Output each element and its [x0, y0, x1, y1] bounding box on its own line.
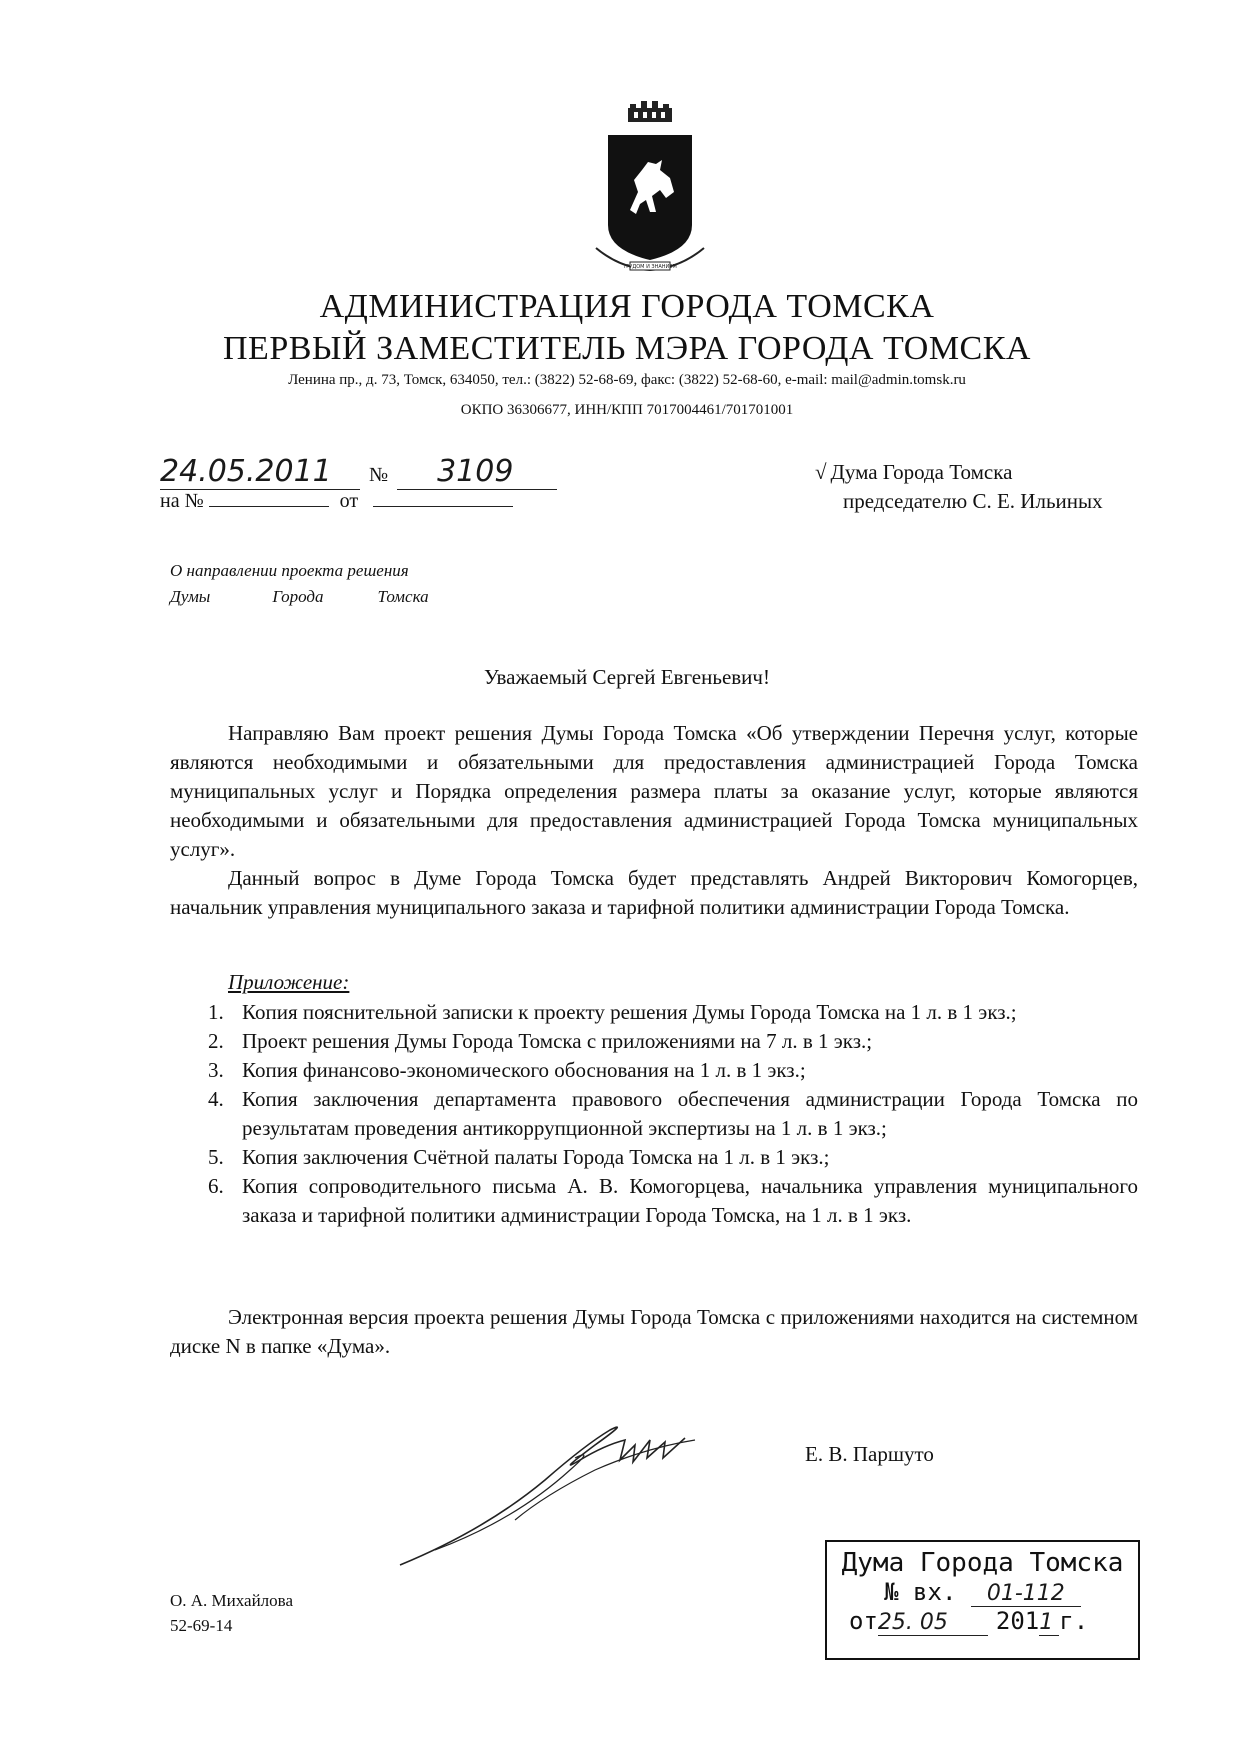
- attachment-item: 2. Проект решения Думы Города Томска с приложениями на 7 л. в 1 экз.;: [208, 1029, 873, 1053]
- attachment-item: 4. Копия заключения департамента правового обеспечения администрации Города Томска по результатам проведения антикоррупционной экспертизы на 1 л. в 1 экз.;: [208, 1087, 1138, 1140]
- attachment-item: 5. Копия заключения Счётной палаты Города Томска на 1 л. в 1 экз.;: [208, 1145, 830, 1169]
- stamp-num-label: № вх.: [884, 1578, 957, 1606]
- codes-line: ОКПО 36306677, ИНН/КПП 7017004461/701701001: [460, 402, 794, 418]
- handwritten-signature: [395, 1400, 775, 1570]
- date-handwritten: 24.05.2011: [160, 455, 360, 490]
- position-title: ПЕРВЫЙ ЗАМЕСТИТЕЛЬ МЭРА ГОРОДА ТОМСКА: [223, 330, 1031, 367]
- executor-name: О. А. Михайлова: [170, 1591, 294, 1610]
- organization-title: АДМИНИСТРАЦИЯ ГОРОДА ТОМСКА: [319, 288, 935, 325]
- closing-paragraph: Электронная версия проекта решения Думы Города Томска с приложениями находится на системном диске N в папке «Дума».: [170, 1305, 1138, 1358]
- addressee-line1: Дума Города Томска: [830, 460, 1013, 484]
- executor: [170, 1588, 293, 1638]
- in-reply-blank: [209, 490, 329, 507]
- subject-line1: О направлении проекта решения: [170, 561, 409, 580]
- subject-word-1: Думы: [170, 587, 211, 606]
- from-blank: [373, 490, 513, 507]
- check-mark-icon: √: [815, 460, 827, 484]
- subject-word-3: Томска: [377, 587, 429, 606]
- stamp-date-label: от: [849, 1607, 878, 1635]
- body-paragraph-1: Направляю Вам проект решения Думы Города Томска «Об утверждении Перечня услуг, которые являются необходимыми и обязательными для предоставления администрацией Города Томска муниципальных услуг и Порядка определения размера платы за оказание услуг, которые являются необходимыми и обязательными для предоставления администрацией Города Томска муниципальных услуг».: [170, 721, 1138, 861]
- address-line: Ленина пр., д. 73, Томск, 634050, тел.: (3822) 52-68-69, факс: (3822) 52-68-60, e-mail: mail@admin.tomsk.ru: [288, 372, 966, 388]
- stamp-year-prefix: 201: [995, 1607, 1040, 1635]
- signatory-name: Е. В. Паршуто: [805, 1442, 934, 1466]
- stamp-num-value: 01-112: [971, 1581, 1081, 1607]
- in-reply-label: на №: [160, 490, 204, 512]
- attachment-item: 1. Копия пояснительной записки к проекту решения Думы Города Томска на 1 л. в 1 экз.;: [208, 1000, 1017, 1024]
- subject: [170, 558, 429, 610]
- number-label: №: [369, 464, 389, 486]
- subject-word-2: Города: [272, 587, 324, 606]
- attachments-list: [170, 998, 1138, 1230]
- addressee-line2: председателю С. Е. Ильиных: [843, 489, 1103, 513]
- emblem-motto: ТРУДОМ И ЗНАНИЕМ: [623, 264, 677, 270]
- executor-phone: 52-69-14: [170, 1616, 233, 1635]
- salutation: Уважаемый Сергей Евгеньевич!: [484, 665, 770, 689]
- number-handwritten: 3109: [397, 455, 557, 490]
- stamp-date-value: 25. 05: [878, 1610, 988, 1636]
- attachments-title: Приложение:: [228, 970, 350, 994]
- addressee: [815, 458, 1103, 516]
- attachment-item: 6. Копия сопроводительного письма А. В. Комогорцева, начальника управления муниципального заказа и тарифной политики администрации Города Томска, на 1 л. в 1 экз.: [208, 1174, 1138, 1227]
- attachment-item: 3. Копия финансово-экономического обоснования на 1 л. в 1 экз.;: [208, 1058, 806, 1082]
- reference-block: [160, 455, 540, 513]
- stamp-year-digit: 1: [1039, 1610, 1059, 1636]
- body-paragraph-2: Данный вопрос в Думе Города Томска будет представлять Андрей Викторович Комогорцев, начальник управления муниципального заказа и тарифной политики администрации Города Томска.: [170, 866, 1138, 919]
- registration-stamp: [825, 1540, 1140, 1660]
- stamp-year-suffix: г.: [1059, 1607, 1089, 1635]
- from-label: от: [339, 490, 359, 512]
- stamp-title: Дума Города Томска: [841, 1548, 1124, 1578]
- city-coat-of-arms: [590, 100, 710, 290]
